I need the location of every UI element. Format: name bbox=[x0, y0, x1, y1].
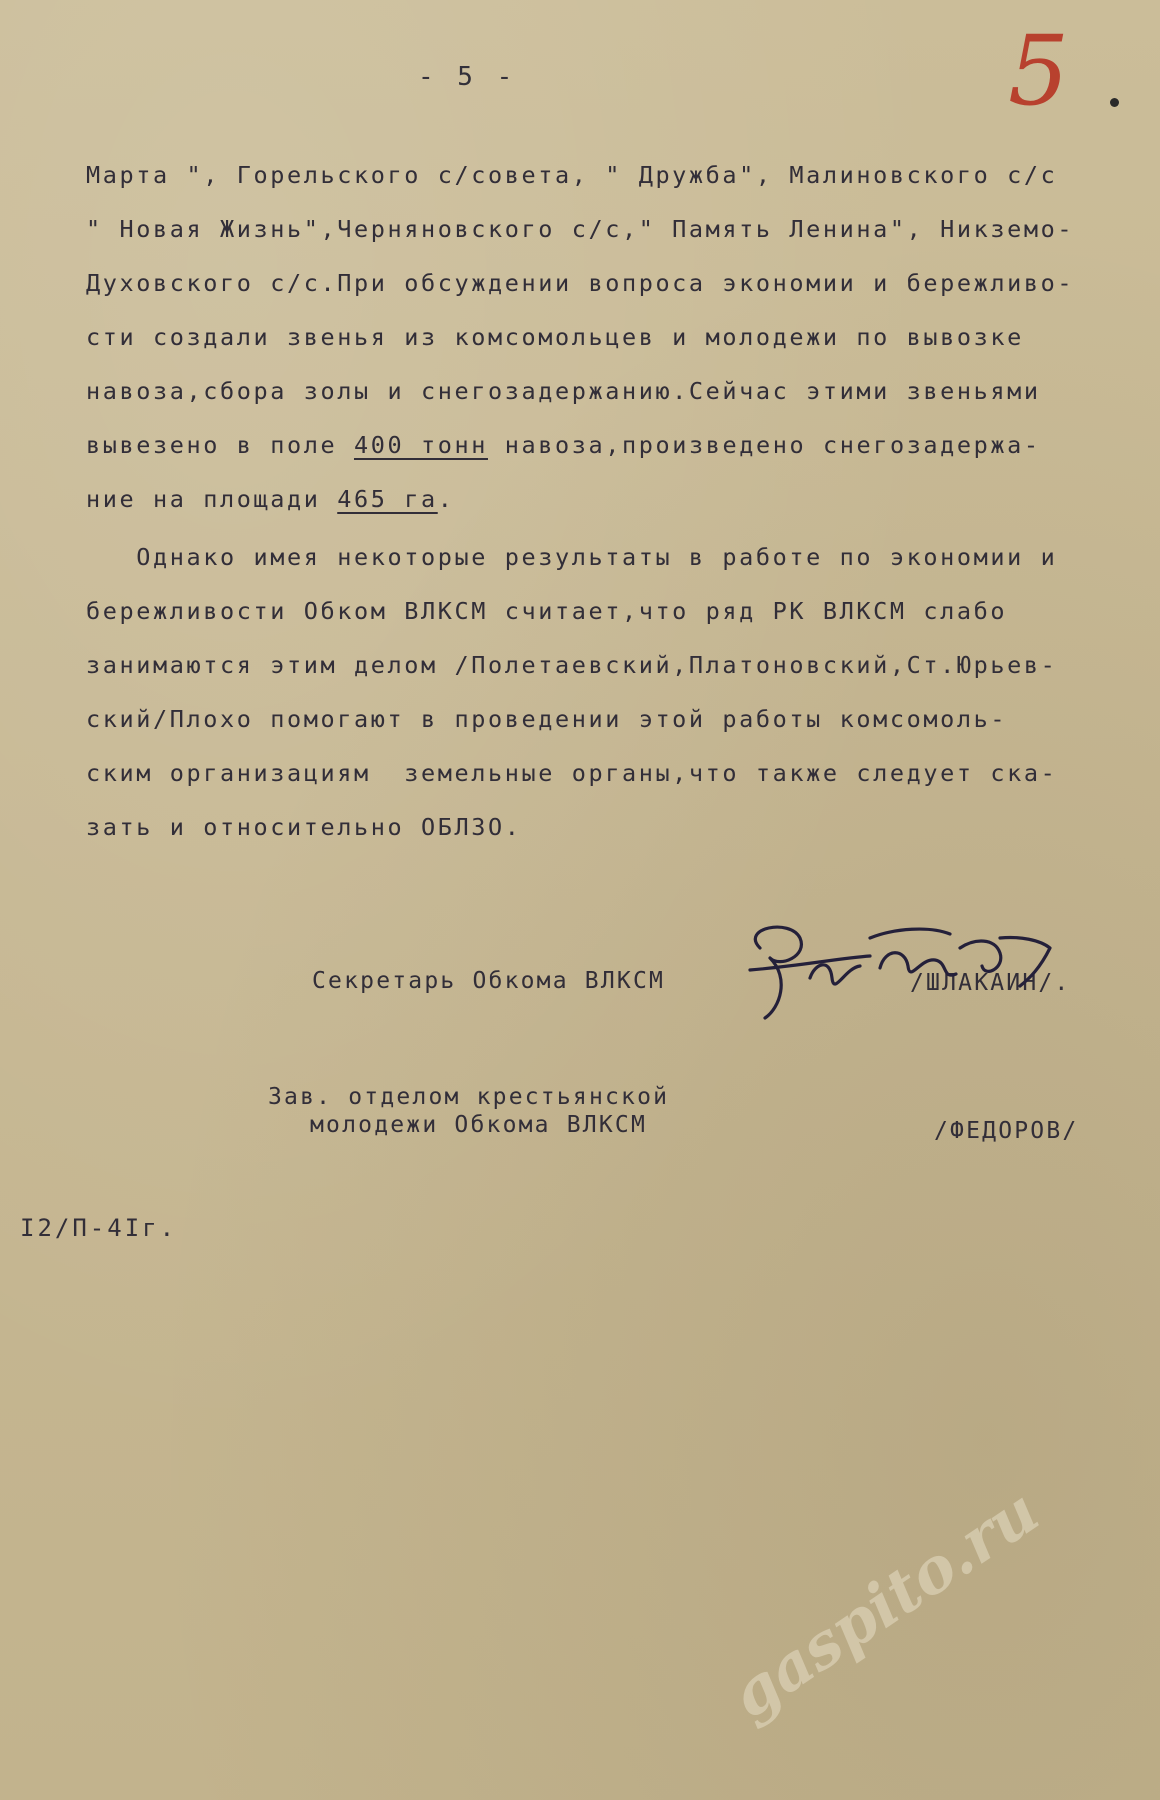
handwritten-signature bbox=[720, 908, 1080, 1038]
secretary-title: Секретарь Обкома ВЛКСМ bbox=[312, 968, 666, 994]
head-name: /ФЕДОРОВ/ bbox=[934, 1118, 1079, 1144]
site-watermark bbox=[717, 1474, 1160, 1733]
svg-text:5: 5 bbox=[1008, 15, 1070, 127]
text-line: ским организациям земельные органы,что также следует ска- bbox=[86, 759, 1058, 787]
text-line: ский/Плохо помогают в проведении этой работы комсомоль- bbox=[86, 705, 1008, 733]
page-number: - 5 - bbox=[418, 62, 517, 92]
text-fragment: навоза,произведено снегозадержа- bbox=[487, 431, 1041, 459]
paragraph-1 bbox=[86, 148, 1156, 526]
paragraph-2 bbox=[86, 530, 1156, 854]
text-line: сти создали звенья из комсомольцев и молодежи по вывозке bbox=[86, 323, 1024, 351]
text-line: Марта ", Горельского с/совета, " Дружба", Малиновского с/с bbox=[86, 161, 1058, 189]
document-body bbox=[86, 148, 1156, 854]
underlined-400-tons: 400 тонн bbox=[353, 431, 488, 459]
text-line-465 bbox=[86, 472, 1156, 526]
svg-text:gaspito.ru: gaspito.ru bbox=[717, 1474, 1052, 1733]
head-title-line-1: Зав. отделом крестьянской bbox=[268, 1084, 670, 1110]
text-line: зать и относительно ОБЛЗО. bbox=[86, 813, 522, 841]
folio-number bbox=[1002, 15, 1072, 132]
document-date: I2/П-4Iг. bbox=[20, 1214, 178, 1242]
text-line: занимаются этим делом /Полетаевский,Платоновский,Ст.Юрьев- bbox=[86, 651, 1058, 679]
ink-dot bbox=[1110, 98, 1119, 107]
text-line: Однако имея некоторые результаты в работе по экономии и bbox=[86, 543, 1058, 571]
text-line: бережливости Обком ВЛКСМ считает,что ряд РК ВЛКСМ слабо bbox=[86, 597, 1008, 625]
secretary-name: /ШЛАКАИН/. bbox=[910, 970, 1071, 996]
underlined-465-ha: 465 га bbox=[337, 485, 438, 513]
text-line: навоза,сбора золы и снегозадержанию.Сейчас этими звеньями bbox=[86, 377, 1041, 405]
text-line-400 bbox=[86, 418, 1156, 472]
text-fragment: . bbox=[437, 485, 455, 513]
text-line: " Новая Жизнь",Черняновского с/с," Память Ленина", Никземо- bbox=[86, 215, 1075, 243]
text-fragment: ние на площади bbox=[86, 485, 338, 513]
head-title-line-2: молодежи Обкома ВЛКСМ bbox=[310, 1112, 647, 1138]
text-fragment: вывезено в поле bbox=[86, 431, 354, 459]
text-line: Духовского с/с.При обсуждении вопроса экономии и бережливо- bbox=[86, 269, 1075, 297]
